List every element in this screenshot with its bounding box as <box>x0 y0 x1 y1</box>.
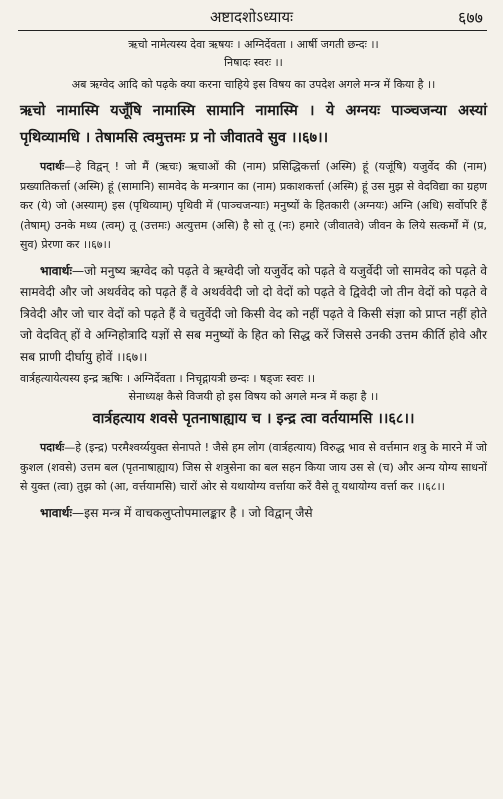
padartha-label: पदार्थः <box>40 160 65 173</box>
bhavartha-paragraph-2 <box>20 503 487 524</box>
header-rule <box>18 30 487 31</box>
mantra-meta-2: वार्त्रहत्यायेत्यस्य इन्द्र ऋषिः । अग्निर्देवता । निचृद्गायत्री छन्दः । षड्जः स्वरः ।। <box>20 372 316 385</box>
page-header <box>0 4 503 30</box>
padartha-text: —हे विद्वन् ! जो मैं (ऋचः) ऋचाओं की (नाम) प्रसिद्धिकर्त्ता (अस्मि) हूं (यजूंषि) यजुर्वेद की (नाम) प्रख्यातिकर्त्ता (अस्मि) हूं (सामानि) सामवेद के मन्त्रगान का (नाम) प्रकाशकर्त्ता (अस्मि) हूं उस मुझ से वेदविद्या का ग्रहण कर (ये) जो (अस्याम्) इस (पृथिव्याम्) पृथिवी में (पाञ्चजन्याः) मनुष्यों के हितकारी (अग्नयः) अग्नि (अधि) सर्वोपरि हैं (तेषाम्) उनके मध्य (त्वम्) तू (उत्तमः) अत्युत्तम (असि) है सो तू (नः) हमारे (जीवातवे) जीवन के लिये सत्कर्मों में (प्र, सुव) प्रेरणा कर ।।६७।। <box>20 160 487 252</box>
mantra-text-2: वार्त्रहत्याय शवसे पृतनाषाह्याय च । इन्द्र त्वा वर्तयामसि ।।६८।। <box>92 410 415 427</box>
mantra-meta: ऋचो नामेत्यस्य देवा ऋषयः । अग्निर्देवता । आर्षी जगती छन्दः ।। <box>128 38 379 51</box>
chapter-title: अष्टादशोऽध्यायः <box>209 8 294 26</box>
padartha-paragraph-2 <box>20 438 487 497</box>
bhavartha-label: भावार्थः <box>40 263 72 278</box>
bhavartha-text: —जो मनुष्य ऋग्वेद को पढ़ते वे ऋग्वेदी जो यजुर्वेद को पढ़ते वे यजुर्वेदी जो सामवेद को पढ़ते वे सामवेदी और जो अथर्ववेद को पढ़ते हैं वे अथर्ववेदी जो दो वेदों को पढ़ते वे द्विवेदी जो तीन वेदों को पढ़ते वे त्रिवेदी और जो चार वेदों को पढ़ते हैं वे चतुर्वेदी जो किसी वेद को नहीं पढ़ते वे किसी संज्ञा को प्राप्त नहीं होते जो वेदवित् हों वे अग्निहोत्रादि यज्ञों से सब मनुष्यों के हित को सिद्ध करें जिससे उनकी उत्तम कीर्ति होवे और सब प्राणी दीर्घायु होवें ।।६७।। <box>20 263 487 364</box>
padartha-text-2: —हे (इन्द्र) परमैश्वर्य्ययुक्त सेनापते ! जैसे हम लोग (वार्त्रहत्याय) विरुद्ध भाव से वर्त्तमान शत्रु के मारने में जो कुशल (शवसे) उत्तम बल (पृतनाषाह्याय) जिस से शत्रुसेना का बल सहन किया जाय उस से (च) और अन्य योग्य साधनों से युक्त (त्वा) तुझ को (आ, वर्त्तयामसि) चारों ओर से यथायोग्य वर्त्ताया करें वैसे तू यथायोग्य वर्त्ता कर ।।६८।। <box>20 441 487 494</box>
mantra-text: ऋचो नामास्मि यजूँषि नामास्मि सामानि नामास्मि । ये अग्नयः पाञ्चजन्या अस्यां पृथिव्यामधि । तेषामसि त्वमुत्तमः प्र नो जीवातवे सुव ।।६७।। <box>20 102 487 146</box>
mantra-intro: अब ऋग्वेद आदि को पढ़के क्या करना चाहिये इस विषय का उपदेश अगले मन्त्र में किया है ।। <box>71 78 436 91</box>
svara-line: निषादः स्वरः ।। <box>224 56 283 69</box>
page-body <box>20 36 487 524</box>
bhavartha-paragraph <box>20 261 487 368</box>
padartha-paragraph <box>20 157 487 255</box>
bhavartha-text-2: —इस मन्त्र में वाचकलुप्तोपमालङ्कार है । जो विद्वान् जैसे <box>71 505 313 520</box>
bhavartha-label-2: भावार्थः <box>40 505 72 520</box>
padartha-label-2: पदार्थः <box>40 441 65 454</box>
mantra-intro-2: सेनाध्यक्ष कैसे विजयी हो इस विषय को अगले मन्त्र में कहा है ।। <box>128 390 379 403</box>
page-number: ६७७ <box>458 8 483 27</box>
